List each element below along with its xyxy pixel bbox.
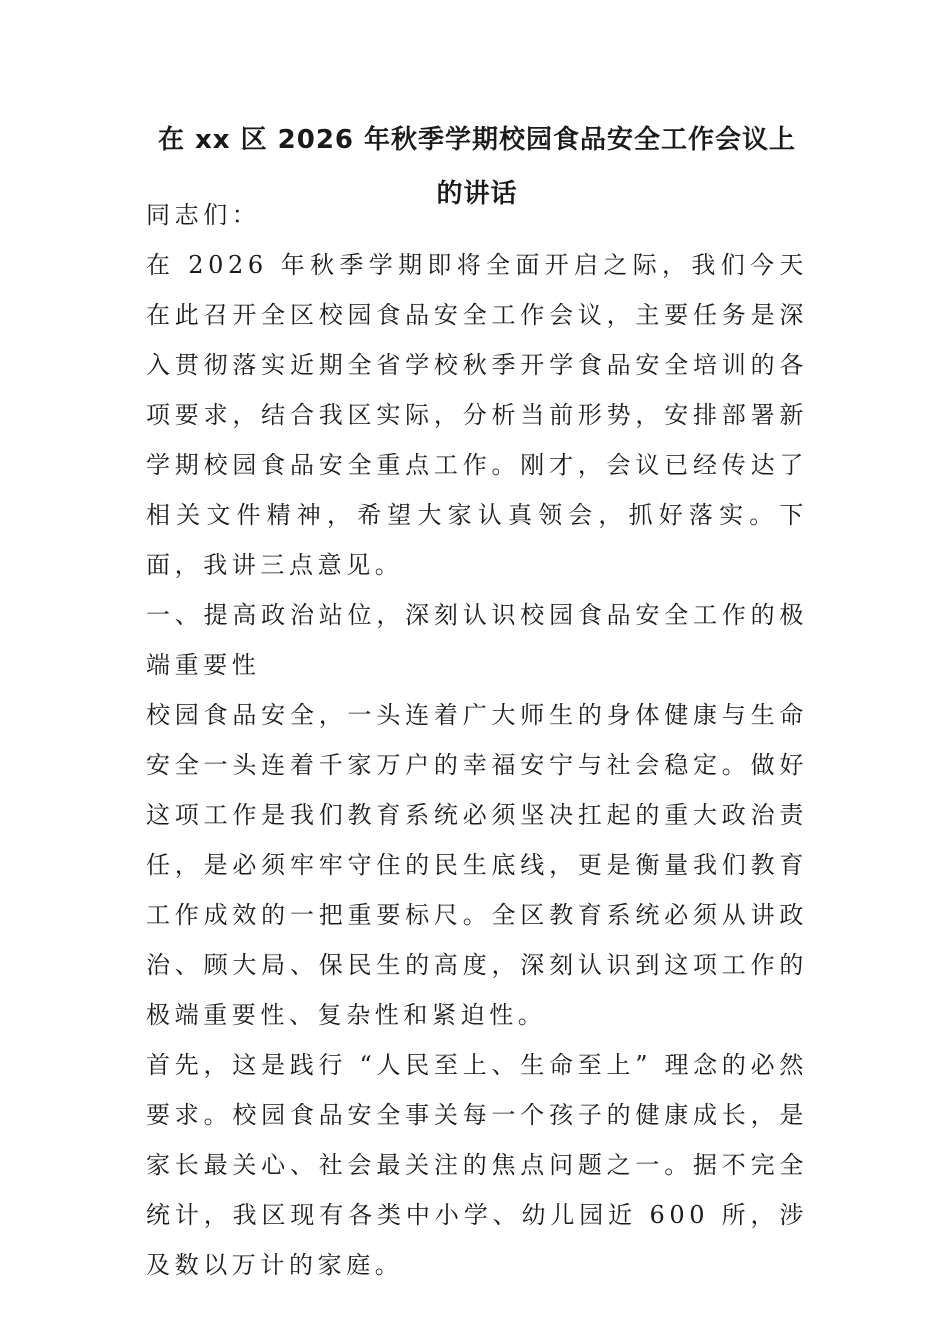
paragraph-section-1: 校园食品安全，一头连着广大师生的身体健康与生命安全一头连着千家万户的幸福安宁与社会稳定。做好这项工作是我们教育系统必须坚决扛起的重大政治责任，是必须牢牢守住的民生底线，更是衡量我们教育工作成效的一把重要标尺。全区教育系统必须从讲政治、顾大局、保民生的高度，深刻认识到这项工作的极端重要性、复杂性和紧迫性。 [146, 701, 808, 1029]
paragraph-intro: 在 2026 年秋季学期即将全面开启之际，我们今天在此召开全区校园食品安全工作会议，主要任务是深入贯彻落实近期全省学校秋季开学食品安全培训的各项要求，结合我区实际，分析当前形势，安排部署新学期校园食品安全重点工作。刚才，会议已经传达了相关文件精神，希望大家认真领会，抓好落实。下面，我讲三点意见。 [146, 251, 808, 579]
title-line-1: 在 xx 区 2026 年秋季学期校园食品安全工作会议上 [157, 125, 797, 155]
title-line-2: 的讲话 [436, 179, 518, 209]
section-heading-1: 一、提高政治站位，深刻认识校园食品安全工作的极端重要性 [146, 601, 808, 679]
greeting: 同志们： [146, 201, 261, 229]
paragraph-first-point: 首先，这是践行 “人民至上、生命至上” 理念的必然要求。校园食品安全事关每一个孩子的健康成长，是家长最关心、社会最关注的焦点问题之一。据不完全统计，我区现有各类中小学、幼儿园近 600 所，涉及数以万计的家庭。 [146, 1051, 808, 1279]
document-body [146, 190, 808, 1290]
